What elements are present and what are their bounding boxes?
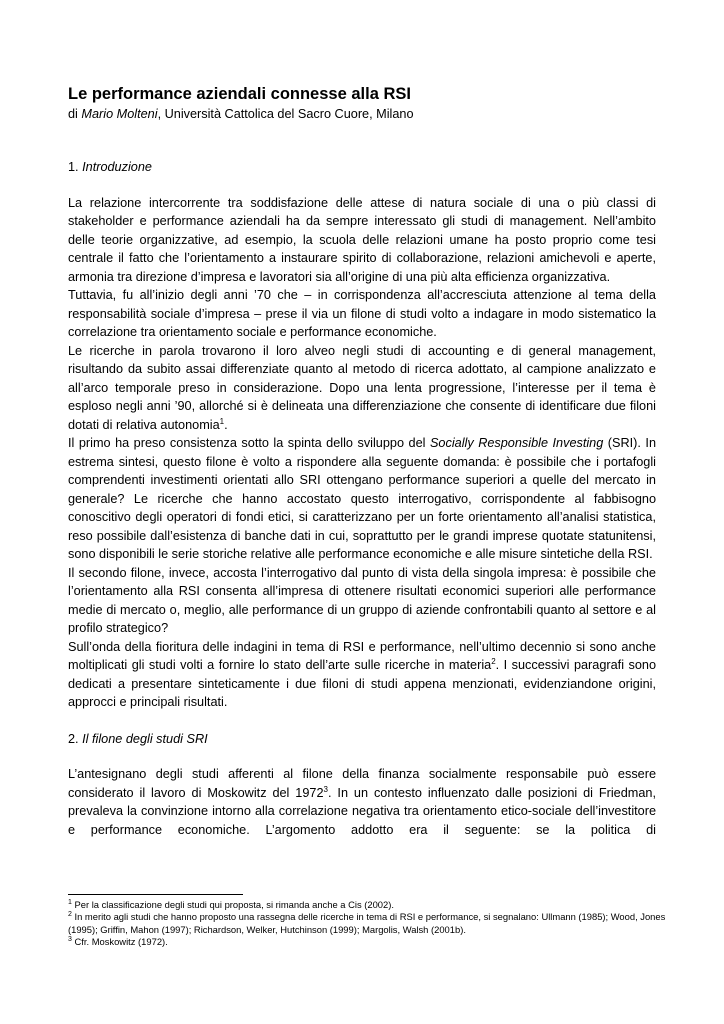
paragraph-text: . In un contesto influenzato dalle posizioni di Friedman, prevaleva la convinzione intorno alla correlazione negativa tra orientamento etico-sociale dell’investitore e performance economiche. L’argomento addotto era il seguente: se la politica di [68,785,657,837]
footnotes [68,899,668,948]
footnote-1 [68,899,668,911]
paragraph-text: Tuttavia, fu all’inizio degli anni ’70 che – in corrispondenza all’accresciuta attenzione al tema della responsabilità sociale d’impresa – prese il via un filone di studi volto a indagare in modo sistematico la correlazione tra orientamento sociale e performance economiche. [68,288,656,339]
section-heading-introduzione [68,158,656,177]
footnote-mark: 3 [68,935,72,943]
paragraph-text: Il secondo filone, invece, accosta l’interrogativo dal punto di vista della singola impresa: è possibile che l’orientamento alla RSI consenta all’impresa di ottenere risultati economici superiori alle performance medie di mercato o, meglio, alle performance di un gruppo di aziende confrontabili quanto al settore e al profilo strategico? [68,565,656,635]
paragraph [68,434,656,564]
paragraph-text: Il primo ha preso consistenza sotto la spinta dello sviluppo del [68,436,430,450]
paragraph [68,564,656,638]
footnote-mark: 1 [68,899,72,906]
paragraph-text: Sull’onda della fioritura delle indagini in tema di RSI e performance, nell’ultimo decennio si sono anche moltiplicati gli studi volti a fornire lo stato dell’arte sulle ricerche in materia [68,639,656,672]
footnote-ref-2: 2 [491,657,496,666]
footnote-text: Per la classificazione degli studi qui proposta, si rimanda anche a Cis (2002). [71,899,394,910]
footnote-divider [68,894,243,895]
section-body-introduzione [68,194,656,712]
document-title: Le performance aziendali connesse alla RSI [68,85,411,103]
document-body [68,84,656,839]
paragraph [68,286,656,342]
section-title: Il filone degli studi SRI [82,731,208,746]
section-number: 2. [68,731,83,746]
section-heading-filone-sri [68,730,656,749]
paragraph [68,194,656,287]
footnote-2 [68,911,668,936]
footnote-ref-1: 1 [219,416,225,426]
author-prefix: di [68,107,82,121]
paragraph-text: . I successivi paragrafi sono dedicati a presentare sinteticamente i due filoni di studi appena menzionati, evidenziandone origini, approcci e principali risultati. [68,658,656,709]
section-body-filone-sri [68,765,656,839]
paragraph-text: Le ricerche in parola trovarono il loro alveo negli studi di accounting e di general management, risultando da subito assai differenziate quanto al metodo di ricerca adottato, al campione analizzato e all’arco temporale preso in considerazione. Dopo una lenta progressione, l’interesse per il tema è esploso negli anni ’90, allorché si è delineata una differenziazione che consente di identificare due filoni dotati di relativa autonomia [68,343,656,432]
author-name: Mario Molteni [81,107,158,121]
footnote-3 [68,936,668,948]
author-affiliation: , Università Cattolica del Sacro Cuore, Milano [157,107,414,121]
paragraph-text: La relazione intercorrente tra soddisfazione delle attese di natura sociale di una o più classi di stakeholder e performance aziendali ha da sempre interessato gli studi di management. Nell’ambito delle teorie organizzative, ad esempio, la scuola delle relazioni umane ha posto proprio come tesi centrale il fatto che l’orientamento a instaurare spirito di collaborazione, relazioni amichevoli e aperte, armonia tra direzione d’impresa e lavoratori sia all’origine di una più alta efficienza organizzativa. [68,195,656,284]
author-line [68,105,656,123]
paragraph [68,765,656,839]
footnote-ref-3: 3 [323,784,328,794]
footnote-text: Cfr. Moskowitz (1972). [71,935,168,947]
paragraph-text: . [224,417,228,432]
paragraph-text: (SRI). In estrema sintesi, questo filone è volto a rispondere alla seguente domanda: è possibile che i portafogli comprendenti investimenti orientati allo SRI ottengano performance superiori a quelle del mercato in generale? Le ricerche che hanno accostato questo interrogativo, corrispondente al fabbisogno conoscitivo degli operatori di fondi etici, si caratterizzano per un forte orientamento all’analisi statistica, reso possibile dall’esistenza di banche dati in cui, soprattutto per le grandi imprese quotate statunitensi, sono disponibili le serie storiche relative alle performance economiche e alle misure sintetiche della RSI. [68,436,657,561]
paragraph-text: L’antesignano degli studi afferenti al filone della finanza socialmente responsabile può essere considerato il lavoro di Moskowitz del 1972 [68,767,656,800]
paragraph [68,342,656,435]
section-title: Introduzione [82,160,152,174]
footnote-text: In merito agli studi che hanno proposto una rassegna delle ricerche in tema di RSI e performance, si segnalano: Ullmann (1985); Wood, Jones (1995); Griffin, Mahon (1997); Richardson, Welker, Hutchinson (1999); Margolis, Walsh (2001b). [68,911,666,935]
paragraph [68,638,656,712]
footnote-mark: 2 [68,911,72,919]
section-number: 1. [68,160,83,174]
paragraph-italic: Socially Responsible Investing [429,436,604,450]
